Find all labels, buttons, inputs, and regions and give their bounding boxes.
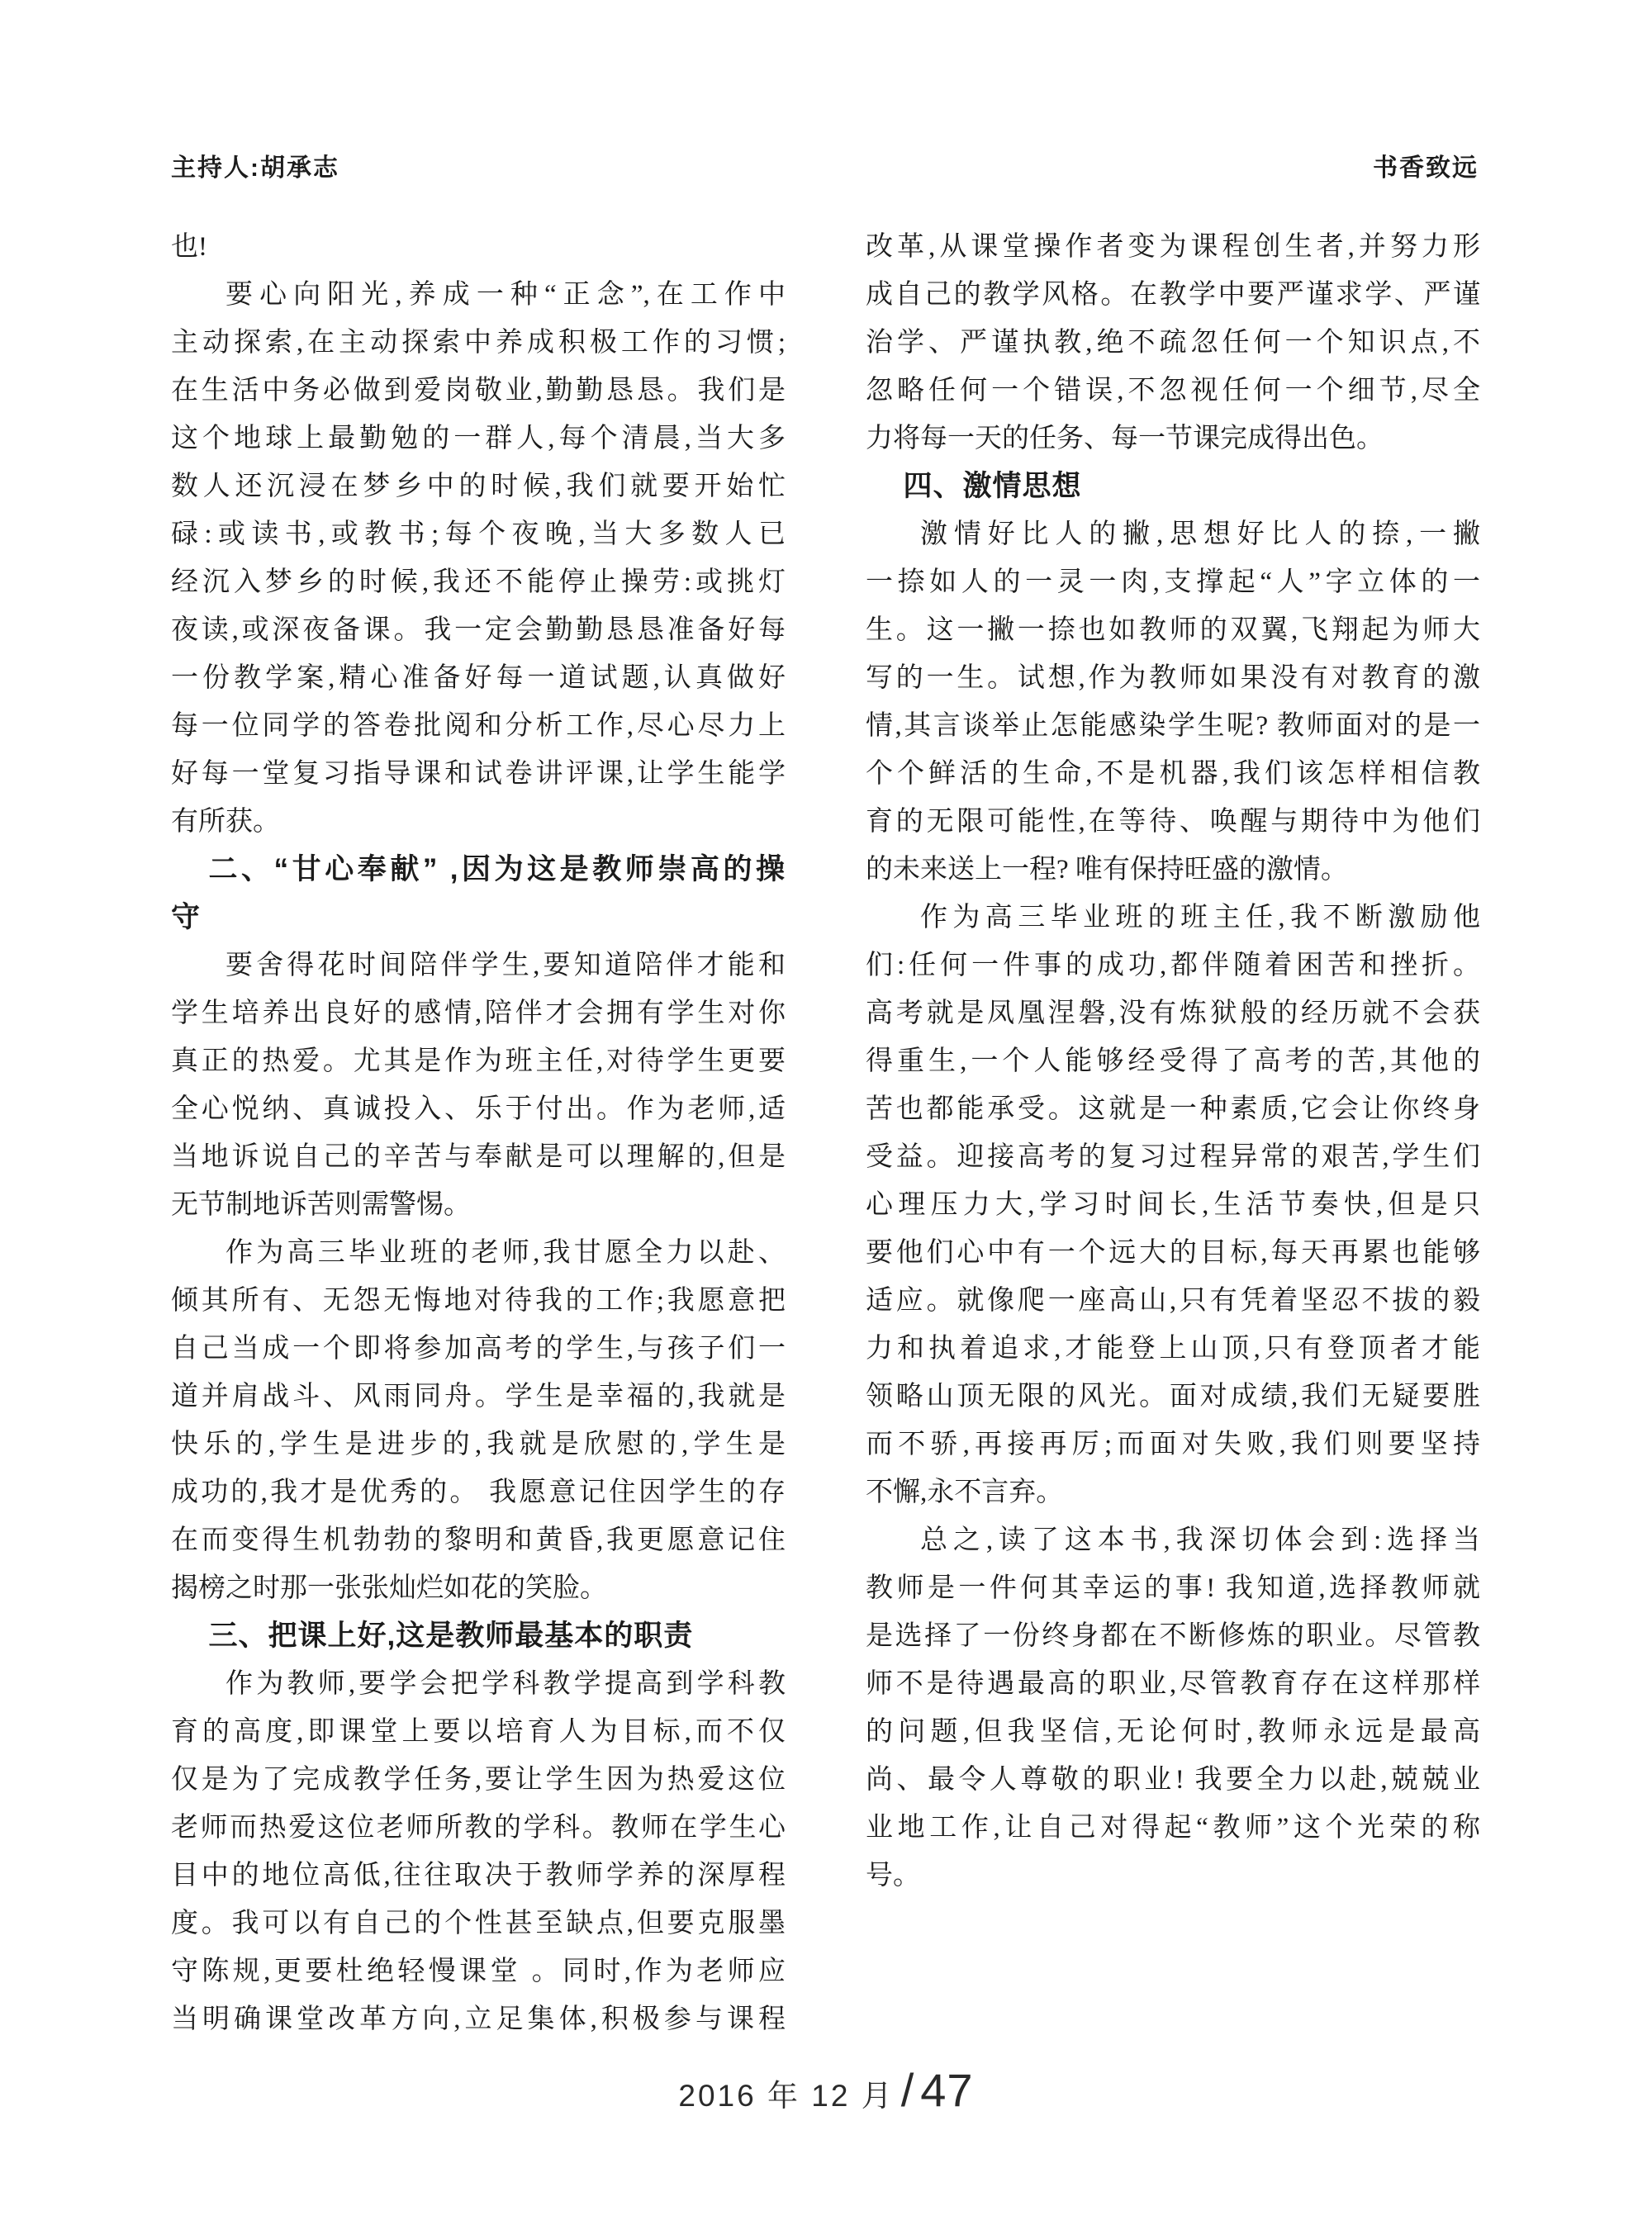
- body-text-line: 主动探索,在主动探索中养成积极工作的习惯;: [171, 328, 786, 358]
- body-text-line: 好每一堂复习指导课和试卷讲评课,让学生能学: [171, 759, 786, 789]
- body-text-line: 治学、严谨执教,绝不疏忽任何一个知识点,不: [866, 328, 1480, 358]
- header-section-title: 书香致远: [1373, 154, 1479, 182]
- body-text-line: 尚、最令人尊敬的职业! 我要全力以赴,兢兢业: [866, 1765, 1480, 1795]
- footer-page-number: 47: [920, 2064, 974, 2116]
- body-text-line: 守陈规,更要杜绝轻慢课堂 。同时,作为老师应: [171, 1957, 786, 1986]
- body-text-line: 当地诉说自己的辛苦与奉献是可以理解的,但是: [171, 1142, 786, 1172]
- body-text-line: 老师而热爱这位老师所教的学科。教师在学生心: [171, 1813, 786, 1843]
- body-text-line: 总之,读了这本书,我深切体会到:选择当: [920, 1525, 1480, 1555]
- body-text-line: 领略山顶无限的风光。面对成绩,我们无疑要胜: [866, 1382, 1480, 1411]
- body-text-line: 学生培养出良好的感情,陪伴才会拥有学生对你: [171, 999, 786, 1028]
- footer-issue-date: 2016 年 12 月: [678, 2079, 895, 2113]
- body-text-line: 业地工作,让自己对得起“教师”这个光荣的称: [866, 1813, 1480, 1843]
- body-text-line: 全心悦纳、真诚投入、乐于付出。作为老师,适: [171, 1094, 786, 1124]
- body-text-line: 得重生,一个人能够经受得了高考的苦,其他的: [866, 1046, 1480, 1076]
- body-text-line: 号。: [866, 1861, 920, 1891]
- body-text-line: 心理压力大,学习时间长,生活节奏快,但是只: [866, 1190, 1480, 1220]
- body-text-line: 忽略任何一个错误,不忽视任何一个细节,尽全: [866, 376, 1480, 406]
- article-column-right: [866, 223, 1480, 1900]
- body-text-line: 成功的,我才是优秀的。 我愿意记住因学生的存: [171, 1478, 786, 1507]
- body-text-line: 写的一生。试想,作为教师如果没有对教育的激: [866, 663, 1480, 693]
- body-text-line: 快乐的,学生是进步的,我就是欣慰的,学生是: [171, 1430, 786, 1459]
- body-text-line: 改革,从课堂操作者变为课程创生者,并努力形: [866, 232, 1480, 262]
- body-text-line: 当明确课堂改革方向,立足集体,积极参与课程: [171, 2004, 786, 2034]
- body-text-line: 教师是一件何其幸运的事! 我知道,选择教师就: [866, 1573, 1480, 1603]
- body-text-line: 也!: [171, 232, 207, 262]
- body-text-line: 在生活中务必做到爱岗敬业,勤勤恳恳。我们是: [171, 376, 786, 406]
- body-text-line: 自己当成一个即将参加高考的学生,与孩子们一: [171, 1334, 786, 1364]
- body-text-line: 数人还沉浸在梦乡中的时候,我们就要开始忙: [171, 472, 786, 501]
- body-text-line: 苦也都能承受。这就是一种素质,它会让你终身: [866, 1094, 1480, 1124]
- body-text-line: 育的无限可能性,在等待、唤醒与期待中为他们: [866, 807, 1480, 837]
- body-text-line: 情,其言谈举止怎能感染学生呢? 教师面对的是一: [866, 711, 1480, 741]
- body-text-line: 无节制地诉苦则需警惕。: [171, 1190, 471, 1220]
- body-text-line: 有所获。: [171, 807, 280, 837]
- header-host-label: 主持人:胡承志: [171, 154, 339, 182]
- body-text-line: 夜读,或深夜备课。我一定会勤勤恳恳准备好每: [171, 615, 786, 645]
- body-text-line: 作为教师,要学会把学科教学提高到学科教: [225, 1669, 786, 1699]
- body-text-line: 成自己的教学风格。在教学中要严谨求学、严谨: [866, 280, 1480, 310]
- body-text-line: 经沉入梦乡的时候,我还不能停止操劳:或挑灯: [171, 567, 786, 597]
- body-text-line: 不懈,永不言弃。: [866, 1478, 1064, 1507]
- body-text-line: 师不是待遇最高的职业,尽管教育存在这样那样: [866, 1669, 1480, 1699]
- body-text-line: 度。我可以有自己的个性甚至缺点,但要克服墨: [171, 1909, 786, 1938]
- body-text-line: 作为高三毕业班的班主任,我不断激励他: [920, 903, 1480, 932]
- section-heading-line: 三、把课上好,这是教师最基本的职责: [208, 1620, 694, 1652]
- body-text-line: 道并肩战斗、风雨同舟。学生是幸福的,我就是: [171, 1382, 786, 1411]
- body-text-line: 要舍得花时间陪伴学生,要知道陪伴才能和: [225, 951, 786, 980]
- body-text-line: 受益。迎接高考的复习过程异常的艰苦,学生们: [866, 1142, 1480, 1172]
- body-text-line: 倾其所有、无怨无悔地对待我的工作;我愿意把: [171, 1286, 786, 1316]
- body-text-line: 仅是为了完成教学任务,要让学生因为热爱这位: [171, 1765, 786, 1795]
- body-text-line: 个个鲜活的生命,不是机器,我们该怎样相信教: [866, 759, 1480, 789]
- body-text-line: 目中的地位高低,往往取决于教师学养的深厚程: [171, 1861, 786, 1891]
- body-text-line: 们:任何一件事的成功,都伴随着困苦和挫折。: [866, 951, 1480, 980]
- body-text-line: 在而变得生机勃勃的黎明和黄昏,我更愿意记住: [171, 1525, 786, 1555]
- section-heading-line: 二、“甘心奉献” ,因为这是教师崇高的操: [208, 853, 786, 885]
- body-text-line: 是选择了一份终身都在不断修炼的职业。尽管教: [866, 1621, 1480, 1651]
- article-column-left: [171, 223, 786, 2043]
- running-head: [171, 147, 1479, 182]
- body-text-line: 这个地球上最勤勉的一群人,每个清晨,当大多: [171, 424, 786, 453]
- body-text-line: 育的高度,即课堂上要以培育人为目标,而不仅: [171, 1717, 786, 1747]
- body-text-line: 要他们心中有一个远大的目标,每天再累也能够: [866, 1238, 1480, 1268]
- body-text-line: 碌:或读书,或教书;每个夜晚,当大多数人已: [171, 519, 786, 549]
- body-text-line: 一捺如人的一灵一肉,支撑起“人”字立体的一: [866, 567, 1480, 597]
- body-text-line: 一份教学案,精心准备好每一道试题,认真做好: [171, 663, 786, 693]
- body-text-line: 作为高三毕业班的老师,我甘愿全力以赴、: [225, 1238, 786, 1268]
- body-text-line: 力将每一天的任务、每一节课完成得出色。: [866, 424, 1384, 453]
- section-heading-line: 四、激情思想: [903, 470, 1082, 502]
- body-text-line: 每一位同学的答卷批阅和分析工作,尽心尽力上: [171, 711, 786, 741]
- footer-slash: /: [900, 2064, 914, 2116]
- body-text-line: 真正的热爱。尤其是作为班主任,对待学生更要: [171, 1046, 786, 1076]
- section-heading-line: 守: [171, 901, 202, 933]
- body-text-line: 而不骄,再接再厉;而面对失败,我们则要坚持: [866, 1430, 1480, 1459]
- body-text-line: 适应。就像爬一座高山,只有凭着坚忍不拔的毅: [866, 1286, 1480, 1316]
- page-footer: [0, 2063, 1652, 2117]
- body-text-line: 激情好比人的撇,思想好比人的捺,一撇: [920, 519, 1480, 549]
- body-text-line: 要心向阳光,养成一种“正念”,在工作中: [225, 280, 786, 310]
- body-text-line: 力和执着追求,才能登上山顶,只有登顶者才能: [866, 1334, 1480, 1364]
- body-text-line: 生。这一撇一捺也如教师的双翼,飞翔起为师大: [866, 615, 1480, 645]
- body-text-line: 揭榜之时那一张张灿烂如花的笑脸。: [171, 1573, 607, 1603]
- body-text-line: 高考就是凤凰涅磐,没有炼狱般的经历就不会获: [866, 999, 1480, 1028]
- body-text-line: 的未来送上一程? 唯有保持旺盛的激情。: [866, 855, 1348, 885]
- body-text-line: 的问题,但我坚信,无论何时,教师永远是最高: [866, 1717, 1480, 1747]
